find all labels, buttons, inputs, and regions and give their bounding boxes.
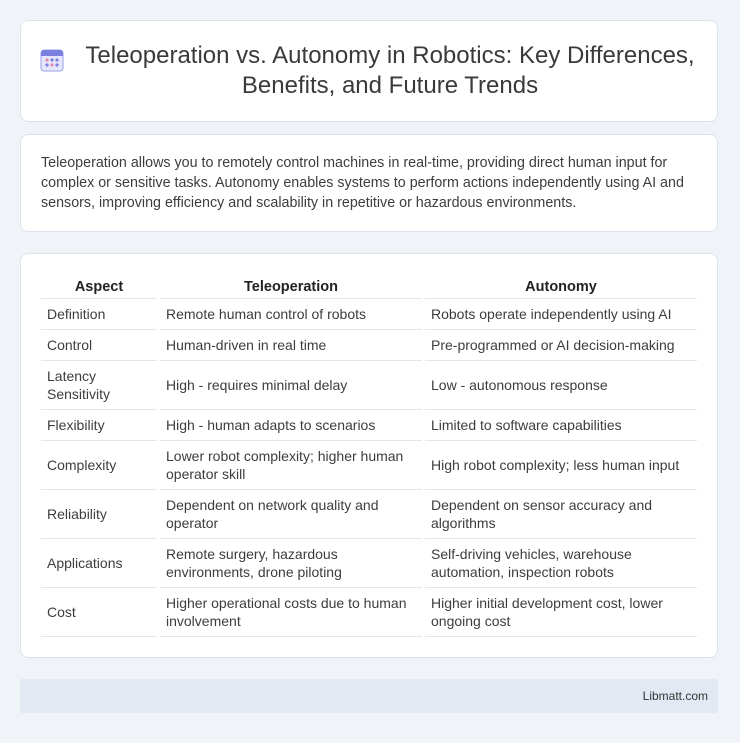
footer-brand: Libmatt.com (642, 689, 708, 703)
column-header-teleoperation: Teleoperation (160, 276, 422, 299)
column-header-autonomy: Autonomy (425, 276, 697, 299)
cell-teleoperation: Human-driven in real time (160, 330, 422, 361)
cell-aspect: Flexibility (41, 410, 157, 441)
table-row (41, 410, 697, 441)
footer (20, 679, 718, 713)
table-row (41, 330, 697, 361)
cell-teleoperation: Remote surgery, hazardous environments, drone piloting (160, 539, 422, 588)
intro-card (20, 134, 718, 232)
table-row (41, 299, 697, 330)
table-row (41, 539, 697, 588)
cell-aspect: Cost (41, 588, 157, 637)
table-row (41, 588, 697, 637)
cell-autonomy: Limited to software capabilities (425, 410, 697, 441)
calendar-grid-icon (39, 47, 65, 73)
cell-aspect: Latency Sensitivity (41, 361, 157, 410)
cell-autonomy: Pre-programmed or AI decision-making (425, 330, 697, 361)
table-row (41, 361, 697, 410)
comparison-table-card (20, 253, 718, 658)
cell-autonomy: Robots operate independently using AI (425, 299, 697, 330)
cell-aspect: Complexity (41, 441, 157, 490)
cell-teleoperation: Higher operational costs due to human involvement (160, 588, 422, 637)
cell-aspect: Applications (41, 539, 157, 588)
comparison-table (38, 276, 700, 637)
cell-autonomy: Low - autonomous response (425, 361, 697, 410)
column-header-aspect: Aspect (41, 276, 157, 299)
cell-teleoperation: High - human adapts to scenarios (160, 410, 422, 441)
cell-teleoperation: High - requires minimal delay (160, 361, 422, 410)
table-header-row (41, 276, 697, 299)
page-title: Teleoperation vs. Autonomy in Robotics: Key Differences, Benefits, and Future Trends (85, 42, 695, 99)
cell-autonomy: Dependent on sensor accuracy and algorithms (425, 490, 697, 539)
cell-autonomy: High robot complexity; less human input (425, 441, 697, 490)
cell-aspect: Control (41, 330, 157, 361)
table-row (41, 441, 697, 490)
cell-autonomy: Higher initial development cost, lower ongoing cost (425, 588, 697, 637)
cell-teleoperation: Dependent on network quality and operator (160, 490, 422, 539)
cell-aspect: Definition (41, 299, 157, 330)
cell-aspect: Reliability (41, 490, 157, 539)
cell-teleoperation: Remote human control of robots (160, 299, 422, 330)
cell-autonomy: Self-driving vehicles, warehouse automation, inspection robots (425, 539, 697, 588)
intro-text: Teleoperation allows you to remotely control machines in real-time, providing direct human input for complex or sensitive tasks. Autonomy enables systems to perform actions independently using AI and sensors, improving efficiency and scalability in repetitive or hazardous environments. (41, 155, 684, 211)
table-row (41, 490, 697, 539)
header-card (20, 20, 718, 122)
cell-teleoperation: Lower robot complexity; higher human operator skill (160, 441, 422, 490)
